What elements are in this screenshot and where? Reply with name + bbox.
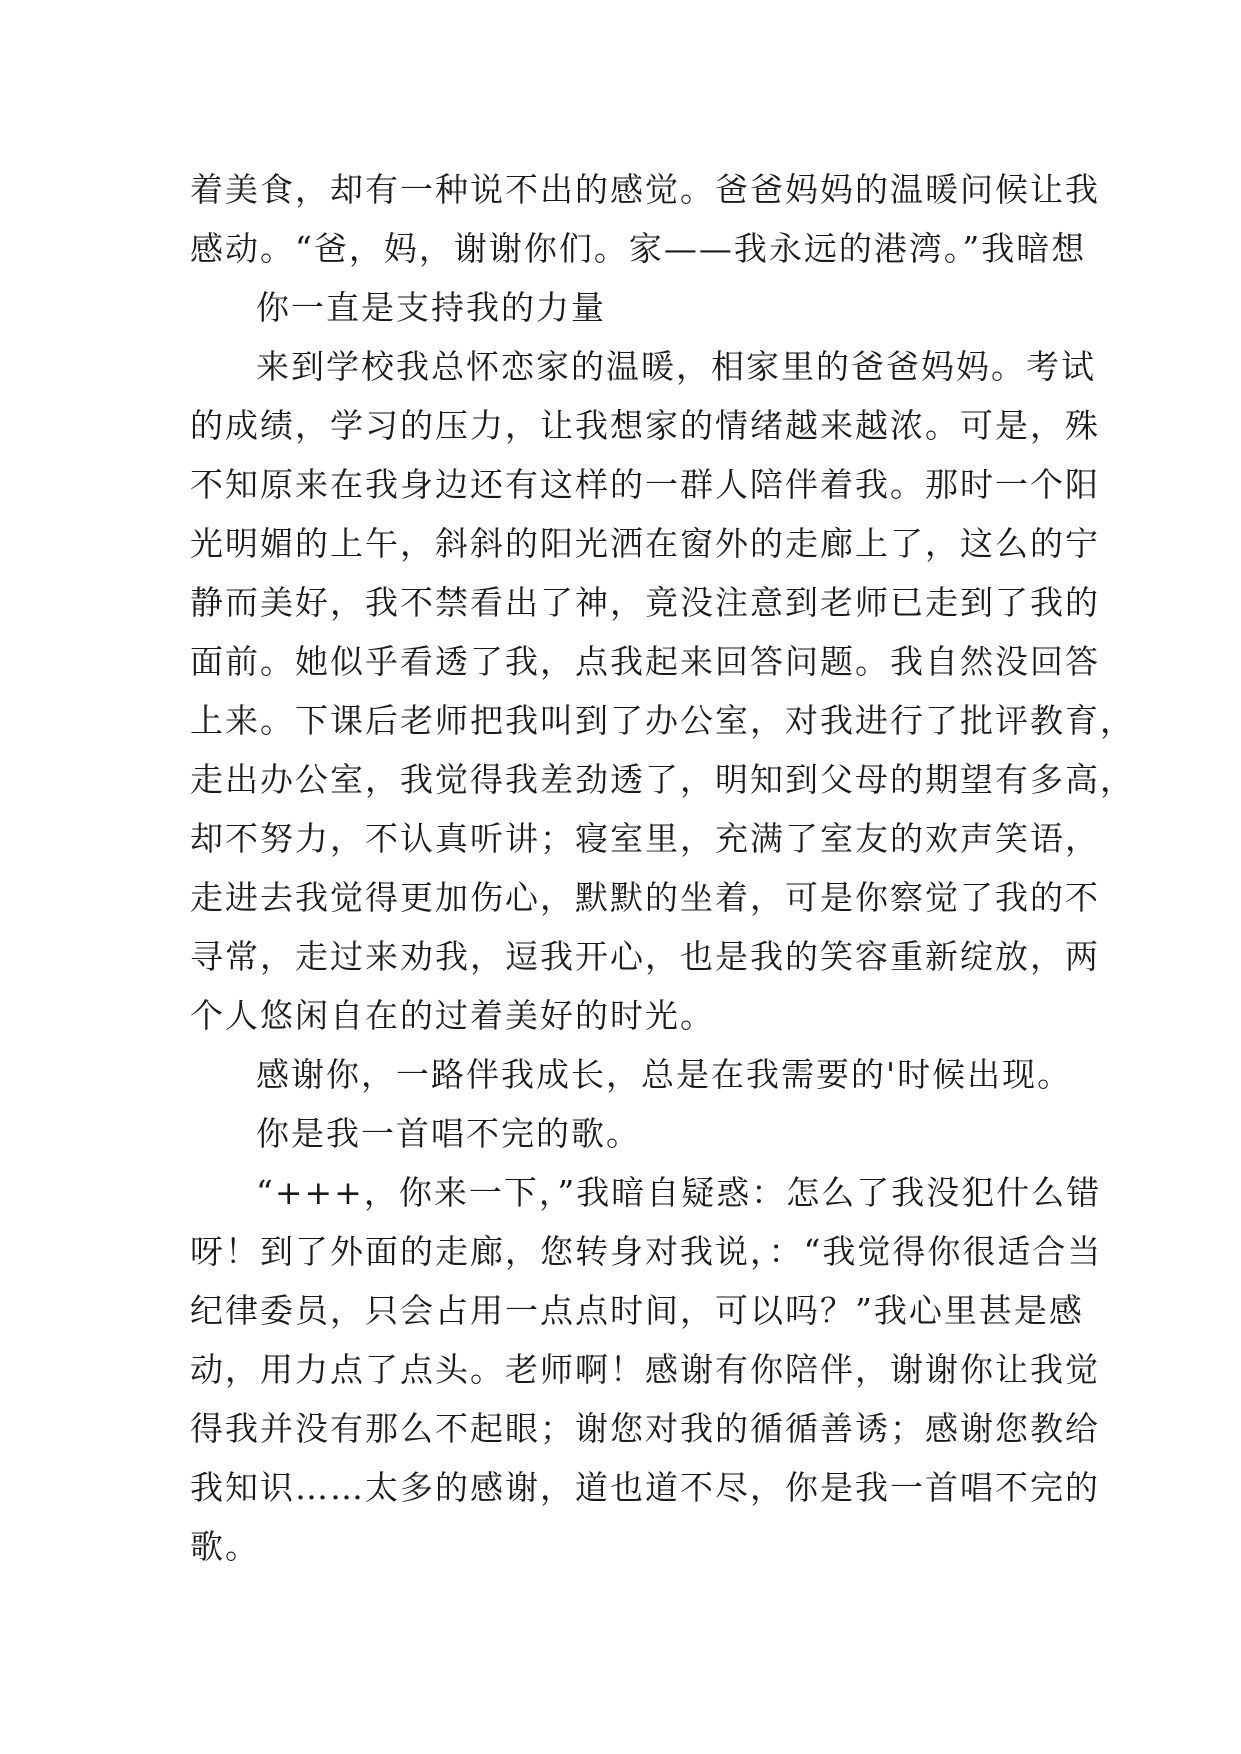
text-line: 歌。 — [190, 1527, 260, 1566]
document-body — [190, 160, 1135, 1576]
text-line: 着美食，却有一种说不出的感觉。爸爸妈妈的温暖问候让我 — [190, 170, 1100, 209]
text-line: 上来。下课后老师把我叫到了办公室，对我进行了批评教育， — [190, 701, 1135, 740]
text-line: 面前。她似乎看透了我，点我起来回答问题。我自然没回答 — [190, 642, 1100, 681]
text-line: 走出办公室，我觉得我差劲透了，明知到父母的期望有多高， — [190, 760, 1135, 799]
text-line: 你一直是支持我的力量 — [256, 288, 606, 327]
text-line: 的成绩，学习的压力，让我想家的情绪越来越浓。可是，殊 — [190, 406, 1100, 445]
text-line: 光明媚的上午，斜斜的阳光洒在窗外的走廊上了，这么的宁 — [190, 524, 1100, 563]
text-line: 静而美好，我不禁看出了神，竟没注意到老师已走到了我的 — [190, 583, 1100, 622]
text-line: 得我并没有那么不起眼；谢您对我的循循善诱；感谢您教给 — [190, 1409, 1100, 1448]
text-line: 纪律委员，只会占用一点点时间，可以吗？”我心里甚是感 — [190, 1291, 1084, 1330]
text-line: 我知识……太多的感谢，道也道不尽，你是我一首唱不完的 — [190, 1468, 1100, 1507]
text-line: 个人悠闲自在的过着美好的时光。 — [190, 996, 715, 1035]
text-line: 动，用力点了点头。老师啊！感谢有你陪伴，谢谢你让我觉 — [190, 1350, 1100, 1389]
text-line: 寻常，走过来劝我，逗我开心，也是我的笑容重新绽放，两 — [190, 937, 1100, 976]
text-line: 却不努力，不认真听讲；寝室里，充满了室友的欢声笑语， — [190, 819, 1100, 858]
text-line: 你是我一首唱不完的歌。 — [256, 1114, 641, 1153]
text-line: 不知原来在我身边还有这样的一群人陪伴着我。那时一个阳 — [190, 465, 1100, 504]
text-line: 走进去我觉得更加伤心，默默的坐着，可是你察觉了我的不 — [190, 878, 1100, 917]
text-line: 呀！到了外面的走廊，您转身对我说，：“我觉得你很适合当 — [190, 1232, 1103, 1271]
text-line: 感动。“爸，妈，谢谢你们。家——我永远的港湾。”我暗想 — [190, 229, 1087, 268]
text-line: 来到学校我总怀恋家的温暖，相家里的爸爸妈妈。考试 — [256, 347, 1096, 386]
text-line: “+++，你来一下，”我暗自疑惑：怎么了我没犯什么错 — [256, 1173, 1102, 1212]
text-line: 感谢你，一路伴我成长，总是在我需要的'时候出现。 — [256, 1055, 1073, 1094]
